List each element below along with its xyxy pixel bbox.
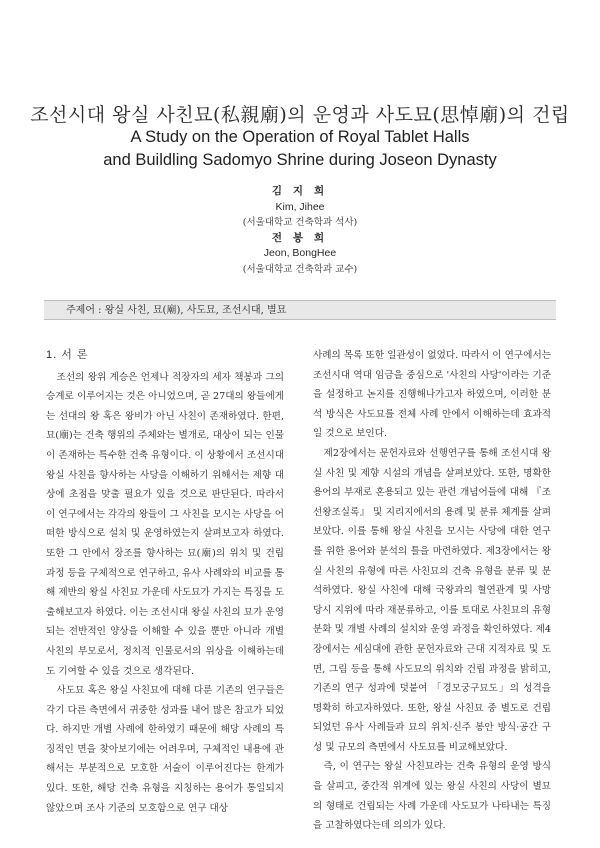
paragraph: 사도묘 혹은 왕실 사친묘에 대해 다룬 기존의 연구들은 각기 다른 측면에서 귀중한 성과를 내어 많은 참고가 되었다. 하지만 개별 사례에 한하였기 때문에 해당 사례의 특징적인 면을 찾아보기에는 어려우며, 구체적인 내용에 관해서는 부분적으로 모호한 서술이 이루어진다는 한계가 있다. 또한, 해당 건축 유형을 지칭하는 용어가 통일되지 않았으며 조사 기준의 모호함으로 연구 대상 <box>46 685 284 814</box>
author2-affiliation: (서울대학교 건축학과 교수) <box>242 263 358 275</box>
author2-name-ko: 전 봉 희 <box>271 231 329 244</box>
keywords-bar: 주제어 : 왕실 사친, 묘(廟), 사도묘, 조선시대, 별묘 <box>44 300 556 320</box>
author1-affiliation: (서울대학교 건축학과 석사) <box>242 217 358 228</box>
paragraph: 제2장에서는 문헌자료와 선행연구를 통해 조선시대 왕실 사친 및 제향 시설의 개념을 살펴보았다. 또한, 명확한 용어의 부재로 혼용되고 있는 관련 개념어들에 대해 『조선왕조실록』 및 지리지에서의 용례 및 분류 체계를 살펴보았다. 이를 통해 왕실 사친을 모시는 사당에 대한 연구를 위한 용어와 분석의 틀을 마련하였다. 제3장에서는 왕실 사친의 유형에 따른 사친묘의 건축 유형을 분류 및 분석하였다. 왕실 사친에 대해 국왕과의 혈연관계 및 사망 당시 지위에 따라 재분류하고, 이를 토대로 사친묘의 유형 분화 및 개별 사례의 설치와 운영 과정을 확인하였다. 제4장에서는 세심대에 관한 문헌자료와 근대 지적자료 및 도면, 그림 등을 통해 사도묘의 위치와 건립 과정을 밝히고, 기존의 연구 성과에 덧붙여 「경모궁구묘도」의 성격을 명확히 하고자하였다. 또한, 왕실 사친묘 중 별도로 건립되었던 유사 사례들과 묘의 위치·신주 봉안 방식·공간 구성 및 규모의 측면에서 사도묘를 비교해보았다. <box>313 447 551 753</box>
title-en-line-1: A Study on the Operation of Royal Tablet Halls <box>130 128 470 146</box>
section-heading: 1. 서 론 <box>46 349 89 361</box>
author2-name-en: Jeon, BongHee <box>263 247 337 259</box>
left-column <box>46 346 284 818</box>
paragraph: 사례의 목록 또한 일관성이 없었다. 따라서 이 연구에서는 조선시대 역대 임금을 중심으로 '사친의 사당'이라는 기준을 설정하고 논지를 진행해나가고자 하였으며, 이러한 분석 방식은 사도묘를 전체 사례 안에서 이해하는데 효과적일 것으로 보인다. <box>313 350 551 440</box>
author1-name-en: Kim, Jihee <box>275 200 325 213</box>
paragraph: 조선의 왕위 계승은 언제나 적장자의 세자 책봉과 그의 승계로 이루어지는 것은 아니었으며, 곧 27대의 왕들에게는 선대의 왕 혹은 왕비가 아닌 사친이 존재하였다. 한편, 묘(廟)는 건축 행위의 주체와는 별개로, 대상이 되는 인물이 존재하는 특수한 건축 유형이다. 이 상황에서 조선시대 왕실 사친을 향사하는 사당을 이해하기 위해서는 제향 대상에 초점을 맞출 필요가 있을 것으로 판단된다. 따라서 이 연구에서는 각각의 왕들이 그 사친을 모시는 사당을 어떠한 방식으로 설치 및 운영하였는지 살펴보고자 하였다. 또한 그 안에서 장조를 향사하는 묘(廟)의 위치 및 건립 과정 등을 구체적으로 연구하고, 유사 사례와의 비교를 통해 제반의 왕실 사친묘 가운데 사도묘가 가지는 특징을 도출해보고자 하였다. 이는 조선시대 왕실 사친의 묘가 운영되는 전반적인 양상을 이해할 수 있을 뿐만 아니라 개별 사친의 부모로서, 정치적 인물로서의 위상을 이해하는데도 기여할 수 있을 것으로 생각된다. <box>46 371 284 677</box>
paper-title-korean: 조선시대 왕실 사친묘(私親廟)의 운영과 사도묘(思悼廟)의 건립 <box>30 104 570 126</box>
author1-name-ko: 김 지 희 <box>271 185 329 197</box>
author-block <box>0 184 600 277</box>
paragraph: 즉, 이 연구는 왕실 사친묘라는 건축 유형의 운영 방식을 살피고, 중간적 위계에 있는 왕실 사친의 사당이 별묘의 형태로 건립되는 사례 가운데 사도묘가 나타내는 특징을 고찰하였다는데 의의가 있다. <box>313 761 551 832</box>
paper-title-english <box>0 126 600 172</box>
right-column <box>313 346 551 836</box>
title-en-line-2: and Buildling Sadomyo Shrine during Joseon Dynasty <box>103 151 497 169</box>
